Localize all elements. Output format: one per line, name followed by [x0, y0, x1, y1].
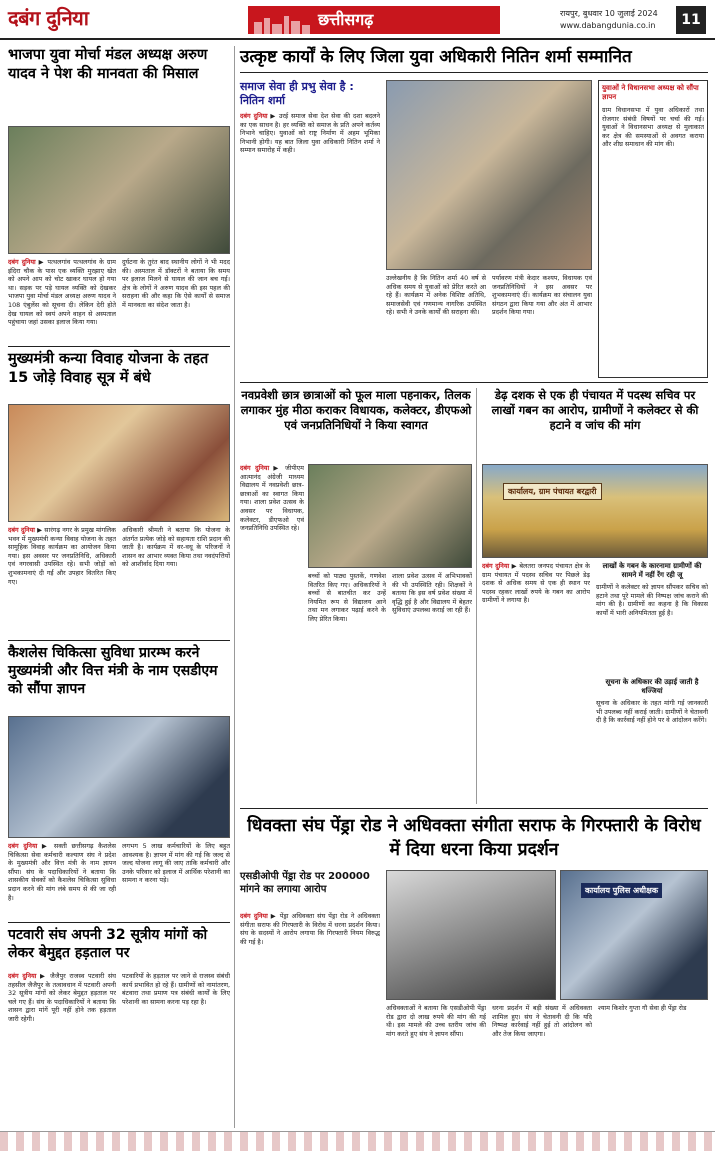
- credit: दबंग दुनिया: [240, 912, 268, 920]
- headline-nitin: उत्कृष्ट कार्यों के लिए जिला युवा अधिकारी नितिन शर्मा सम्मानित: [240, 46, 708, 73]
- body-navpravesh-1: दबंग दुनिया ▶ जीपीएम आत्मानंद अंग्रेजी माध्यम विद्यालय में नवप्रवेशी छात्र-छात्राओं का स्वागत किया गया। शाला प्रवेश उत्सव के अवसर पर विधायक, कलेक्टर, डीएफओ एवं जनप्रतिनिधि उपस्थित रहे।: [240, 464, 304, 533]
- column-divider: [476, 388, 477, 804]
- body-cashless-1: दबंग दुनिया ▶ सक्ती छत्तीसगढ़ कैशलेस चिकित्सा सेवा कर्मचारी कल्याण संघ ने प्रदेश के मुख्यमंत्री और वित्त मंत्री के नाम ज्ञापन सौंपा। संघ के पदाधिकारियों ने बताया कि शासकीय सेवकों को कैशलेस चिकित्सा सुविधा प्रदान करने की मांग लंबे समय से की जा रही है।: [8, 842, 116, 902]
- headline-vivah: मुख्यमंत्री कन्या विवाह योजना के तहत 15 जोड़े विवाह सूत्र में बंधे: [8, 351, 209, 386]
- headline-cashless: कैशलेस चिकित्सा सुविधा प्रारम्भ करने मुख्यमंत्री और वित्त मंत्री के नाम एसडीएम को सौंपा ज्ञापन: [8, 645, 218, 698]
- credit: दबंग दुनिया: [8, 842, 38, 850]
- skyline-icon: [252, 14, 312, 34]
- photo-cashless: [8, 716, 230, 838]
- divider: [8, 922, 230, 923]
- bottom-ad-strip: [0, 1131, 715, 1151]
- dateline-place: जीपीएम: [284, 464, 304, 472]
- headline-patwari: पटवारी संघ अपनी 32 सूत्रीय मांगों को लेकर बेमुद्दत हड़ताल पर: [8, 927, 208, 962]
- divider: [240, 808, 708, 809]
- column-divider: [234, 46, 235, 1128]
- body-vivah-2: अधिकारी श्रीमती ने बताया कि योजना के अंतर्गत प्रत्येक जोड़े को सहायता राशि प्रदान की जाती है। कार्यक्रम में वर-वधू के परिजनों ने शासन का आभार व्यक्त किया तथा नवदंपत्तियों को आशीर्वाद दिया गया।: [122, 526, 230, 569]
- body-navpravesh-2: बच्चों को पाठ्य पुस्तकें, गणवेश वितरित किए गए। अधिकारियों ने बच्चों से बातचीत कर उन्हें नियमित रूप से विद्यालय आने तथा मन लगाकर पढ़ाई करने के लिए प्रेरित किया।: [308, 572, 386, 623]
- dateline-place: जैजैपुर: [50, 972, 66, 980]
- headline-sangeeta: धिवक्ता संघ पेंड्रा रोड ने अधिवक्ता संगीता सराफ के गिरफ्तारी के विरोध में दिया धरना किया प्रदर्शन: [247, 816, 701, 860]
- box-yuva: [598, 80, 708, 378]
- photo-nitin: [386, 80, 592, 270]
- divider: [8, 346, 230, 347]
- issue-date: रायपुर, बुधवार 10 जुलाई 2024: [560, 9, 658, 18]
- box-heading-1: लाखों के गबन के कारनामा ग्रामीणों की सामने में नहीं रेंग रही जू: [602, 562, 702, 579]
- credit: दबंग दुनिया: [482, 562, 510, 570]
- brand-logo: [8, 4, 88, 31]
- photo-panchayat: [482, 464, 708, 558]
- body-panchayat-2: ग्रामीणों ने कलेक्टर को ज्ञापन सौंपकर सचिव को हटाने तथा पूरे मामले की निष्पक्ष जांच कराने की मांग की है। ग्रामीणों का कहना है कि विकास कार्यों में भारी अनियमितता हुई है।: [596, 583, 708, 617]
- dateline-place: पत्थलगांव: [47, 258, 71, 266]
- divider: [240, 382, 708, 383]
- body-text: पत्थलगांव के ग्राम इंदिरा चौक के पास एक व्यक्ति मुरझाए खेत को अपने आप को चोट खाकर घायल हो गया था। सड़क पर पड़े घायल व्यक्ति को देखकर भाजपा युवा मोर्चा मंडल अध्यक्ष अरुण यादव ने 108 एंबुलेंस को सूचना दी। लेकिन देरी होते देख घायल को स्वयं अपने वाहन से अस्पताल पहुंचाया जहां उसका इलाज किया गया।: [8, 258, 116, 327]
- dateline-place: उरई: [278, 112, 289, 120]
- body-cashless-2: लगभग 5 लाख कर्मचारियों के लिए बहुत आवश्यक है। ज्ञापन में मांग की गई कि जल्द से जल्द योजना लागू की जाए ताकि कर्मचारी और उनके परिवार को इलाज में आर्थिक परेशानी का सामना न करना पड़े।: [122, 842, 230, 885]
- section-banner: [248, 6, 500, 34]
- body-text: राजस्व पटवारी संघ तहसील जैजैपुर के तत्वावधान में पटवारी अपनी 32 सूत्रीय मांगों को लेकर बेमुद्दत हड़ताल पर चले गए हैं। संघ के पदाधिकारियों ने बताया कि शासन द्वारा मांगें पूरी नहीं होने तक हड़ताल जारी रहेगी।: [8, 972, 116, 1023]
- byline-sangeeta: [598, 1004, 708, 1128]
- body-bjym-2: दुर्घटना के तुरंत बाद स्थानीय लोगों ने भी मदद की। अस्पताल में डॉक्टरों ने बताया कि समय पर इलाज मिलने से घायल की जान बच गई। क्षेत्र के लोगों ने अरुण यादव की इस पहल की सराहना की और कहा कि ऐसे कार्यों से समाज में मानवता का संदेश जाता है।: [122, 258, 230, 309]
- panchayat-col-2: [596, 562, 708, 802]
- dateline-place: सक्ती: [53, 842, 67, 850]
- brand-name: दबंग दुनिया: [8, 6, 89, 30]
- dateline-place: सारंगढ़: [44, 526, 61, 534]
- dateline: [560, 8, 658, 32]
- body-patwari-1: दबंग दुनिया ▶ जैजैपुर राजस्व पटवारी संघ तहसील जैजैपुर के तत्वावधान में पटवारी अपनी 32 सूत्रीय मांगों को लेकर बेमुद्दत हड़ताल पर चले गए हैं। संघ के पदाधिकारियों ने बताया कि शासन द्वारा मांगें पूरी नहीं होने तक हड़ताल जारी रहेगी।: [8, 972, 116, 1023]
- photo-navpravesh: [308, 464, 472, 568]
- panchayat-sign: कार्यालय, ग्राम पंचायत बरद्वारी: [503, 483, 602, 500]
- body-text: नगर के प्रमुख मांगलिक भवन में मुख्यमंत्री कन्या विवाह योजना के तहत सामूहिक विवाह कार्यक्रम का आयोजन किया गया। इस अवसर पर जनप्रतिनिधि, अधिकारी एवं नगरवासी उपस्थित रहे। सभी जोड़ों को शुभकामनाएं दी गईं और उपहार वितरित किए गए।: [8, 526, 116, 586]
- body-panchayat-3: सूचना के अधिकार के तहत मांगी गई जानकारी भी उपलब्ध नहीं कराई जाती। ग्रामीणों ने चेतावनी दी है कि कार्रवाई नहीं होने पर वे आंदोलन करेंगे।: [596, 699, 708, 725]
- byline: श्याम किशोर गुप्ता गौ सेवा ही पेंड्रा रोड: [598, 1004, 687, 1012]
- body-nitin-1: दबंग दुनिया ▶ उरई समाज सेवा देश सेवा की दशा बदलने का एक साधन है। हर व्यक्ति को समाज के प्रति अपने कर्तव्य निभाने चाहिए। युवाओं को राष्ट्र निर्माण में अहम भूमिका निभानी होगी। यह बात जिला युवा अधिकारी नितिन शर्मा ने सम्मान समारोह में कही।: [240, 112, 380, 155]
- body-navpravesh-3: शाला प्रवेश उत्सव में अभिभावकों की भी उपस्थिति रही। शिक्षकों ने बताया कि इस वर्ष प्रवेश संख्या में वृद्धि हुई है और विद्यालय में बेहतर सुविधाएं उपलब्ध कराई जा रही हैं।: [392, 572, 472, 615]
- headline-navpravesh: नवप्रवेशी छात्र छात्राओं को फूल माला पहनाकर, तिलक लगाकर मुंह मीठा कराकर विधायक, कलेक्टर, डीएफओ एवं जनप्रतिनिधियों ने किया स्वागत: [240, 388, 472, 432]
- dateline-place: पेंड्रा: [279, 912, 289, 920]
- photo-vivah: [8, 404, 230, 522]
- body-text: समाज सेवा देश सेवा की दशा बदलने का एक साधन है। हर व्यक्ति को समाज के प्रति अपने कर्तव्य निभाने चाहिए। युवाओं को राष्ट्र निर्माण में अहम भूमिका निभानी होगी। यह बात जिला युवा अधिकारी नितिन शर्मा ने सम्मान समारोह में कही।: [240, 112, 380, 155]
- subhead-nitin: समाज सेवा ही प्रभु सेवा है : नितिन शर्मा: [240, 80, 354, 107]
- dateline-place: बेलतरा: [519, 562, 536, 570]
- box-heading-2: सूचना के अधिकार की उड़ाई जाती है धज्जियां: [605, 678, 699, 695]
- body-nitin-3: पर्यावरण मंत्री केदार कश्यप, विधायक एवं जनप्रतिनिधियों ने इस अवसर पर शुभकामनाएं दीं। कार्यक्रम का संचालन युवा संगठन द्वारा किया गया और अंत में आभार प्रदर्शन किया गया।: [492, 274, 592, 317]
- section-title: छत्तीसगढ़: [318, 10, 374, 29]
- page-number: 11: [676, 6, 706, 34]
- headline-bjym: भाजपा युवा मोर्चा मंडल अध्यक्ष अरुण यादव ने पेश की मानवता की मिसाल: [8, 47, 208, 82]
- police-office-sign: कार्यालय पुलिस अधीक्षक: [581, 883, 662, 898]
- body-sangeeta-3: धरना प्रदर्शन में बड़ी संख्या में अधिवक्ता शामिल हुए। संघ ने चेतावनी दी कि यदि निष्पक्ष कार्रवाई नहीं हुई तो आंदोलन को और तेज किया जाएगा।: [492, 1004, 592, 1038]
- credit: दबंग दुनिया: [240, 464, 270, 472]
- credit: दबंग दुनिया: [8, 526, 35, 534]
- headline-panchayat: डेढ़ दशक से एक ही पंचायत में पदस्थ सचिव पर लाखों गबन का आरोप, ग्रामीणों ने कलेक्टर से की हटाने व जांच की मांग: [491, 388, 699, 432]
- box-title: युवाओं ने विधानसभा अध्यक्ष को सौंपा ज्ञापन: [602, 84, 699, 101]
- body-bjym-1: दबंग दुनिया ▶ पत्थलगांव पत्थलगांव के ग्राम इंदिरा चौक के पास एक व्यक्ति मुरझाए खेत को अपने आप को चोट खाकर घायल हो गया था। सड़क पर पड़े घायल व्यक्ति को देखकर भाजपा युवा मोर्चा मंडल अध्यक्ष अरुण यादव ने 108 एंबुलेंस को सूचना दी। लेकिन देरी होते देख घायल को स्वयं अपने वाहन से अस्पताल पहुंचाया जहां उसका इलाज किया गया।: [8, 258, 116, 327]
- subhead-sangeeta: एसडीओपी पेंड्रा रोड पर 200000 मांगने का लगाया आरोप: [240, 871, 370, 895]
- body-text: आत्मानंद अंग्रेजी माध्यम विद्यालय में नवप्रवेशी छात्र-छात्राओं का स्वागत किया गया। शाला प्रवेश उत्सव के अवसर पर विधायक, कलेक्टर, डीएफओ एवं जनप्रतिनिधि उपस्थित रहे।: [240, 472, 304, 533]
- body-panchayat-1: दबंग दुनिया ▶ बेलतरा जनपद पंचायत क्षेत्र के ग्राम पंचायत में पदस्थ सचिव पर पिछले डेढ़ दशक से अधिक समय से एक ही स्थान पर पदस्थ रहकर लाखों रुपये के गबन का आरोप ग्रामीणों ने लगाया है।: [482, 562, 590, 605]
- body-sangeeta-1: दबंग दुनिया ▶ पेंड्रा अधिवक्ता संघ पेंड्रा रोड ने अधिवक्ता संगीता सराफ की गिरफ्तारी के विरोध में धरना प्रदर्शन किया। संघ के सदस्यों ने आरोप लगाया कि गिरफ्तारी नियम विरुद्ध की गई है।: [240, 912, 380, 946]
- box-body: ग्राम विधानसभा में युवा अधिकारों तथा रोजगार संबंधी विषयों पर चर्चा की गई। युवाओं ने विधानसभा अध्यक्ष से मुलाकात कर क्षेत्र की समस्याओं से अवगत कराया और शीघ्र समाधान की मांग की।: [602, 106, 704, 149]
- body-nitin-2: उल्लेखनीय है कि नितिन शर्मा 40 वर्ष से अधिक समय से युवाओं को प्रेरित करते आ रहे हैं। कार्यक्रम में अनेक विशिष्ट अतिथि, समाजसेवी एवं गणमान्य नागरिक उपस्थित रहे। सभी ने उनके कार्यों की सराहना की।: [386, 274, 486, 317]
- body-text: अधिवक्ता संघ पेंड्रा रोड ने अधिवक्ता संगीता सराफ की गिरफ्तारी के विरोध में धरना प्रदर्शन किया। संघ के सदस्यों ने आरोप लगाया कि गिरफ्तारी नियम विरुद्ध की गई है।: [240, 912, 380, 946]
- divider: [8, 640, 230, 641]
- credit: दबंग दुनिया: [240, 112, 268, 120]
- body-sangeeta-2: अधिवक्ताओं ने बताया कि एसडीओपी पेंड्रा रोड द्वारा दो लाख रुपये की मांग की गई थी। इस मामले की उच्च स्तरीय जांच की मांग करते हुए संघ ने ज्ञापन सौंपा।: [386, 1004, 486, 1038]
- credit: दबंग दुनिया: [8, 258, 36, 266]
- body-text: जनपद पंचायत क्षेत्र के ग्राम पंचायत में पदस्थ सचिव पर पिछले डेढ़ दशक से अधिक समय से एक ही स्थान पर पदस्थ रहकर लाखों रुपये के गबन का आरोप ग्रामीणों ने लगाया है।: [482, 562, 590, 605]
- body-text: छत्तीसगढ़ कैशलेस चिकित्सा सेवा कर्मचारी कल्याण संघ ने प्रदेश के मुख्यमंत्री और वित्त मंत्री के नाम ज्ञापन सौंपा। संघ के पदाधिकारियों ने बताया कि शासकीय सेवकों को कैशलेस चिकित्सा सुविधा प्रदान करने की मांग लंबे समय से की जा रही है।: [8, 842, 116, 902]
- photo-sangeeta-1: [386, 870, 556, 1000]
- credit: दबंग दुनिया: [8, 972, 37, 980]
- site-url[interactable]: www.dabangdunia.co.in: [560, 21, 656, 30]
- photo-bjym: [8, 126, 230, 254]
- photo-sangeeta-2: [560, 870, 708, 1000]
- body-patwari-2: पटवारियों के हड़ताल पर जाने से राजस्व संबंधी कार्य प्रभावित हो रहे हैं। ग्रामीणों को नामांतरण, बंटवारा तथा प्रमाण पत्र संबंधी कार्यों के लिए परेशानी का सामना करना पड़ रहा है।: [122, 972, 230, 1006]
- body-vivah-1: दबंग दुनिया ▶ सारंगढ़ नगर के प्रमुख मांगलिक भवन में मुख्यमंत्री कन्या विवाह योजना के तहत सामूहिक विवाह कार्यक्रम का आयोजन किया गया। इस अवसर पर जनप्रतिनिधि, अधिकारी एवं नगरवासी उपस्थित रहे। सभी जोड़ों को शुभकामनाएं दी गईं और उपहार वितरित किए गए।: [8, 526, 116, 586]
